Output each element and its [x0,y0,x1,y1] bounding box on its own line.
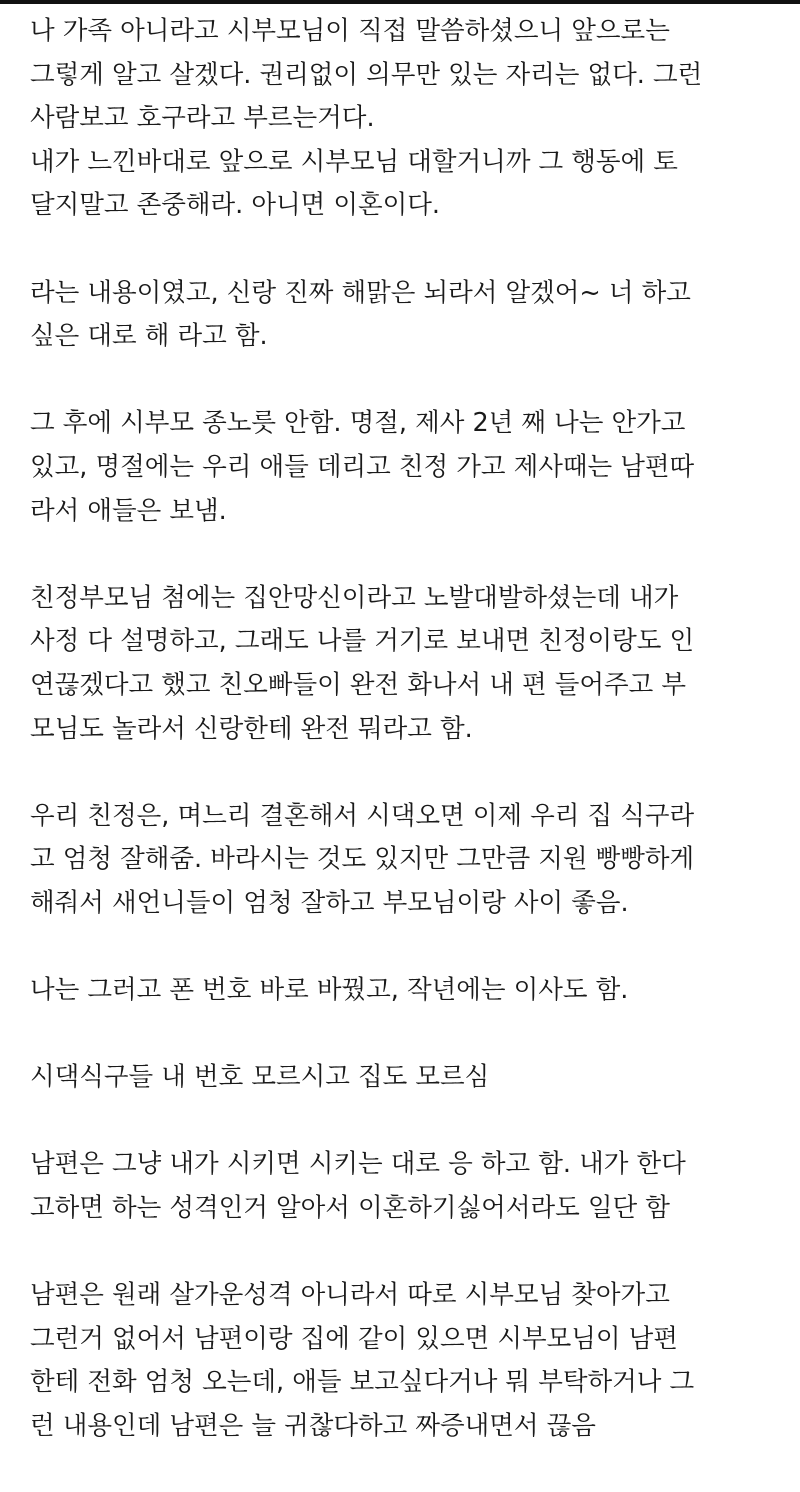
text-line: 남편은 그냥 내가 시키면 시키는 대로 응 하고 함. 내가 한다 [30,1149,686,1180]
text-line: 내가 느낀바대로 앞으로 시부모님 대할거니까 그 행동에 토 [30,146,678,177]
text-line: 해줘서 새언니들이 엄청 잘하고 부모님이랑 사이 좋음. [30,887,629,918]
text-line: 싶은 대로 해 라고 함. [30,321,268,352]
text-line: 모님도 놀라서 신랑한테 완전 뭐라고 함. [30,713,473,744]
text-line: 우리 친정은, 며느리 결혼해서 시댁오면 이제 우리 집 식구라 [30,800,695,831]
text-line: 사정 다 설명하고, 그래도 나를 거기로 보내면 친정이랑도 인 [30,626,695,657]
paragraph [30,1056,790,1100]
top-divider [0,0,800,4]
post-body [30,10,790,1492]
paragraph [30,1143,790,1230]
text-line: 그런거 없어서 남편이랑 집에 같이 있으면 시부모님이 남편 [30,1323,678,1354]
text-line: 시댁식구들 내 번호 모르시고 집도 모르심 [30,1062,490,1093]
text-line: 그렇게 알고 살겠다. 권리없이 의무만 있는 자리는 없다. 그런 [30,59,703,90]
paragraph [30,577,790,751]
text-line: 연끊겠다고 했고 친오빠들이 완전 화나서 내 편 들어주고 부 [30,669,687,700]
text-line: 라서 애들은 보냄. [30,495,227,526]
text-line: 라는 내용이였고, 신랑 진짜 해맑은 뇌라서 알겠어~ 너 하고 [30,277,691,308]
paragraph [30,402,790,533]
paragraph [30,272,790,359]
paragraph [30,10,790,228]
text-line: 있고, 명절에는 우리 애들 데리고 친정 가고 제사때는 남편따 [30,451,695,482]
text-line: 런 내용인데 남편은 늘 귀찮다하고 짜증내면서 끊음 [30,1411,596,1441]
paragraph [30,1274,790,1448]
text-line: 한테 전화 엄청 오는데, 애들 보고싶다거나 뭐 부탁하거나 그 [30,1367,695,1398]
text-line: 사람보고 호구라고 부르는거다. [30,103,375,134]
text-line: 남편은 원래 살가운성격 아니라서 따로 시부모님 찾아가고 [30,1280,670,1311]
paragraph [30,969,790,1013]
text-line: 달지말고 존중해라. 아니면 이혼이다. [30,190,441,221]
text-line: 친정부모님 첨에는 집안망신이라고 노발대발하셨는데 내가 [30,582,679,613]
text-line: 그 후에 시부모 종노릇 안함. 명절, 제사 2년 째 나는 안가고 [30,408,686,439]
text-line: 고하면 하는 성격인거 알아서 이혼하기싫어서라도 일단 함 [30,1193,670,1224]
text-line: 고 엄청 잘해줌. 바라시는 것도 있지만 그만큼 지원 빵빵하게 [30,844,695,875]
paragraph [30,795,790,926]
text-line: 나 가족 아니라고 시부모님이 직접 말씀하셨으니 앞으로는 [30,16,670,46]
text-line: 나는 그러고 폰 번호 바로 바꿨고, 작년에는 이사도 함. [30,975,629,1006]
